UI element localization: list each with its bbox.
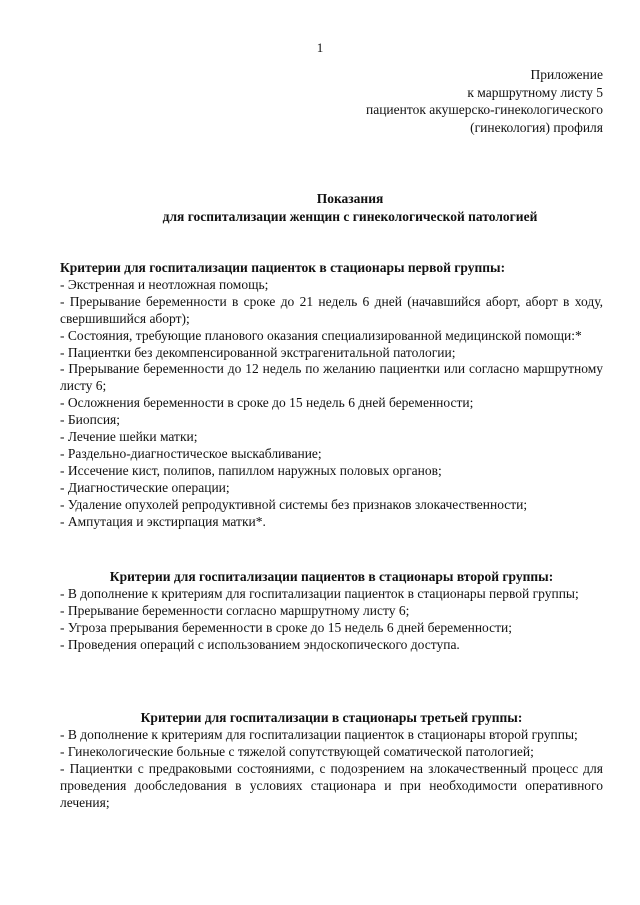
section-first-group	[60, 260, 603, 531]
list-item: - Состояния, требующие планового оказания специализированной медицинской помощи:*	[60, 327, 582, 343]
list-item: - В дополнение к критериям для госпитализации пациенток в стационары второй группы;	[60, 726, 578, 742]
section-heading: Критерии для госпитализации в стационары третьей группы:	[140, 710, 523, 725]
list-item: - Удаление опухолей репродуктивной системы без признаков злокачественности;	[60, 496, 528, 512]
list-item: - Пациентки с предраковыми состояниями, с подозрением на злокачественный процесс для проведения дообследования в условиях стационара и при необходимости оперативного лечения;	[60, 760, 603, 810]
list-item: - Раздельно-диагностическое выскабливание;	[60, 445, 322, 461]
list-item: - Ампутация и экстирпация матки*.	[60, 513, 266, 529]
list-item: - Лечение шейки матки;	[60, 429, 198, 445]
list-item: - Прерывание беременности в сроке до 21 недель 6 дней (начавшийся аборт, аборт в ходу, свершившийся аборт);	[60, 293, 603, 326]
list-item: - Прерывание беременности согласно маршрутному листу 6;	[60, 602, 410, 618]
section-second-group	[60, 569, 603, 654]
list-item: - Проведения операций с использованием эндоскопического доступа.	[60, 636, 460, 652]
document-title	[60, 190, 640, 225]
title-line: Показания	[316, 191, 384, 206]
list-item: - Осложнения беременности в сроке до 15 недель 6 дней беременности;	[60, 395, 474, 411]
list-item: - Гинекологические больные с тяжелой сопутствующей соматической патологией;	[60, 743, 534, 759]
list-item: - Экстренная и неотложная помощь;	[60, 276, 269, 292]
list-item: - Иссечение кист, полипов, папиллом наружных половых органов;	[60, 462, 442, 478]
section-heading: Критерии для госпитализации пациенток в стационары первой группы:	[60, 260, 506, 275]
appendix-line: (гинекология) профиля	[470, 119, 603, 135]
appendix-note	[366, 66, 603, 136]
title-line: для госпитализации женщин с гинекологической патологией	[162, 208, 538, 224]
list-item: - Угроза прерывания беременности в сроке до 15 недель 6 дней беременности;	[60, 619, 513, 635]
appendix-line: Приложение	[530, 67, 603, 82]
appendix-line: к маршрутному листу 5	[467, 84, 603, 100]
list-item: - Прерывание беременности до 12 недель по желанию пациентки или согласно маршрутному листу 6;	[60, 361, 603, 394]
list-item: - В дополнение к критериям для госпитализации пациенток в стационары первой группы;	[60, 585, 579, 601]
page-number: 1	[316, 40, 324, 55]
list-item: - Диагностические операции;	[60, 479, 230, 495]
appendix-line: пациенток акушерско-гинекологического	[365, 102, 603, 117]
list-item: - Пациентки без декомпенсированной экстрагенитальной патологии;	[60, 344, 456, 360]
section-third-group	[60, 710, 603, 811]
section-heading: Критерии для госпитализации пациентов в стационары второй группы:	[109, 569, 554, 584]
list-item: - Биопсия;	[60, 412, 120, 428]
